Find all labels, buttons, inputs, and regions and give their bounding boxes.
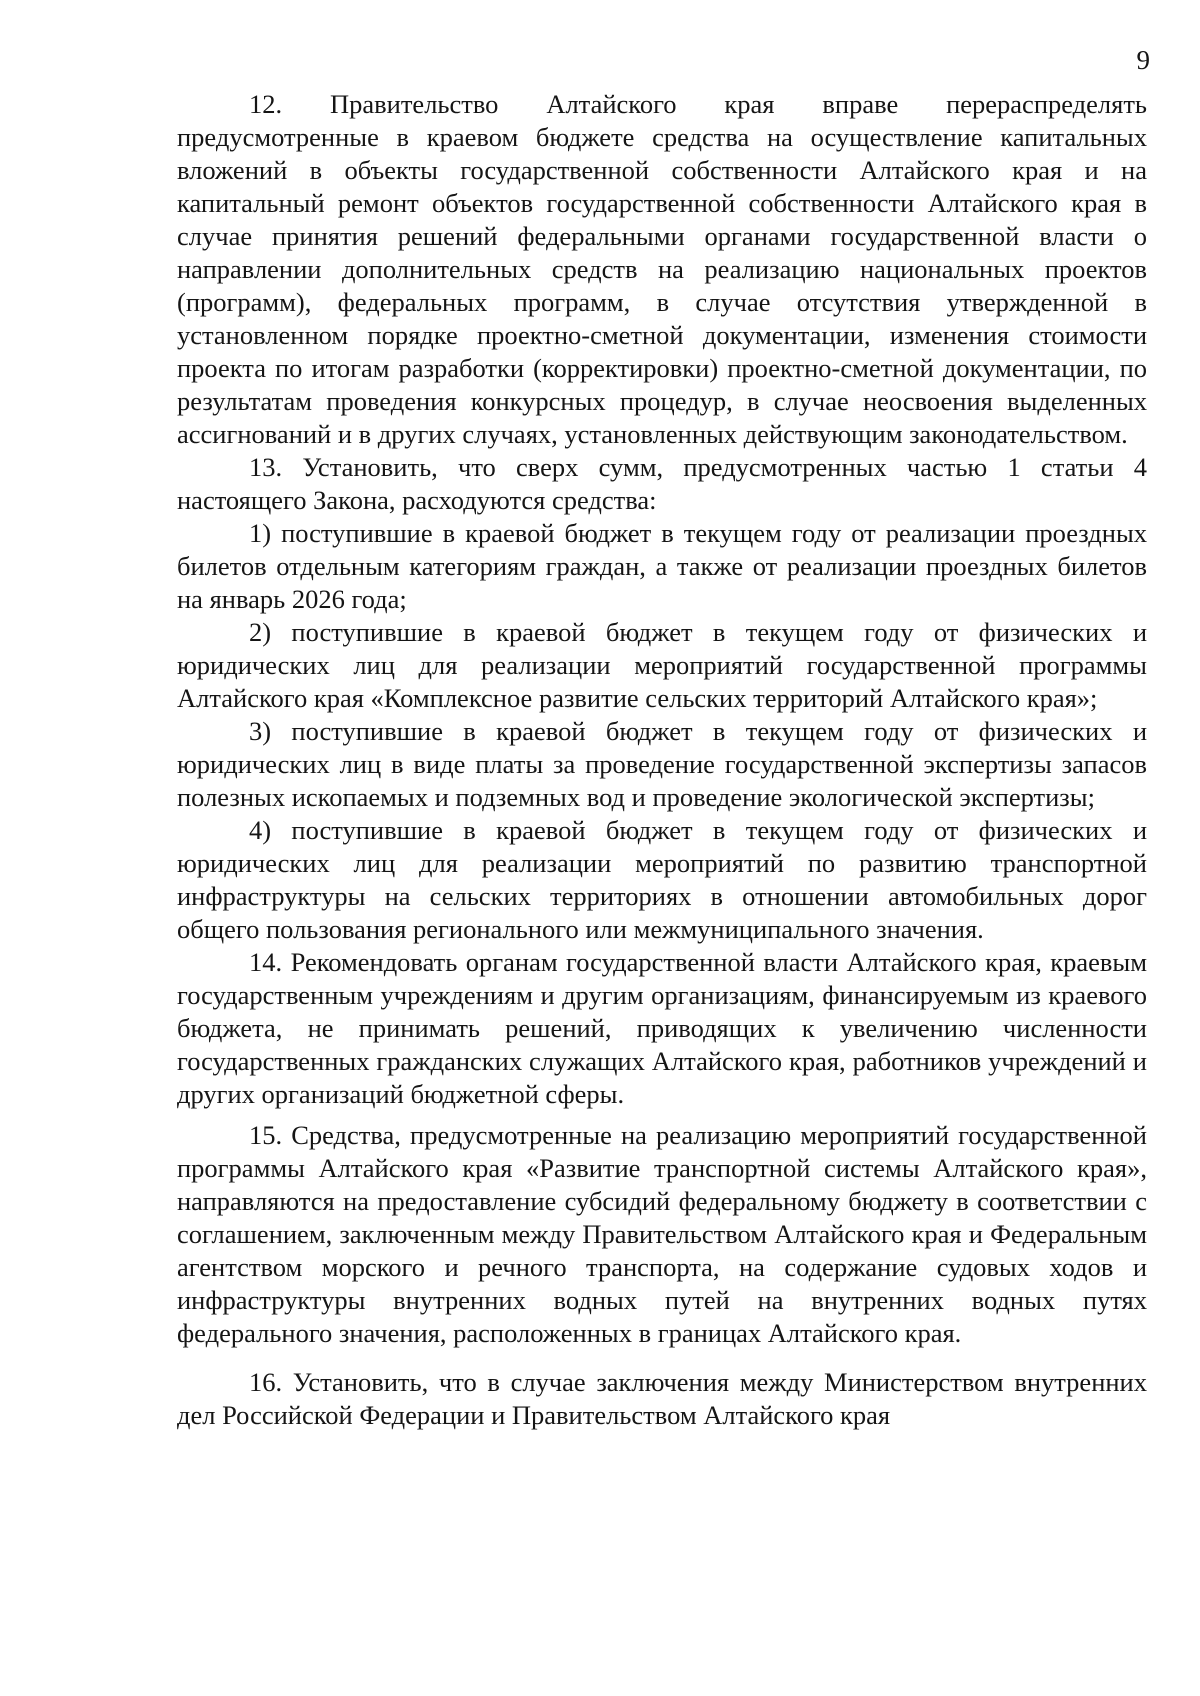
paragraph-13: 13. Установить, что сверх сумм, предусмотренных частью 1 статьи 4 настоящего Закона, расходуются средства: [177,452,1147,515]
document-body [177,88,1147,1432]
paragraph-13-item-1: 1) поступившие в краевой бюджет в текущем году от реализации проездных билетов отдельным категориям граждан, а также от реализации проездных билетов на январь 2026 года; [177,518,1147,614]
paragraph-13-item-2: 2) поступившие в краевой бюджет в текущем году от физических и юридических лиц для реализации мероприятий государственной программы Алтайского края «Комплексное развитие сельских территорий Алтайского края»; [177,617,1147,713]
paragraph-16: 16. Установить, что в случае заключения между Министерством внутренних дел Российской Федерации и Правительством Алтайского края [177,1367,1147,1430]
paragraph-12: 12. Правительство Алтайского края вправе перераспределять предусмотренные в краевом бюджете средства на осуществление капитальных вложений в объекты государственной собственности Алтайского края и на капитальный ремонт объектов государственной собственности Алтайского края в случае принятия решений федеральными органами государственной власти о направлении дополнительных средств на реализацию национальных проектов (программ), федеральных программ, в случае отсутствия утвержденной в установленном порядке проектно-сметной документации, изменения стоимости проекта по итогам разработки (корректировки) проектно-сметной документации, по результатам проведения конкурсных процедур, в случае неосвоения выделенных ассигнований и в других случаях, установленных действующим законодательством. [177,89,1147,449]
paragraph-13-item-4: 4) поступившие в краевой бюджет в текущем году от физических и юридических лиц для реализации мероприятий по развитию транспортной инфраструктуры на сельских территориях в отношении автомобильных дорог общего пользования регионального или межмуниципального значения. [177,815,1147,944]
paragraph-15: 15. Средства, предусмотренные на реализацию мероприятий государственной программы Алтайского края «Развитие транспортной системы Алтайского края», направляются на предоставление субсидий федеральному бюджету в соответствии с соглашением, заключенным между Правительством Алтайского края и Федеральным агентством морского и речного транспорта, на содержание судовых ходов и инфраструктуры внутренних водных путей на внутренних водных путях федерального значения, расположенных в границах Алтайского края. [177,1120,1147,1348]
page-number: 9 [1136,45,1150,75]
paragraph-13-item-3: 3) поступившие в краевой бюджет в текущем году от физических и юридических лиц в виде платы за проведение государственной экспертизы запасов полезных ископаемых и подземных вод и проведение экологической экспертизы; [177,716,1147,812]
paragraph-14: 14. Рекомендовать органам государственной власти Алтайского края, краевым государственным учреждениям и другим организациям, финансируемым из краевого бюджета, не принимать решений, приводящих к увеличению численности государственных гражданских служащих Алтайского края, работников учреждений и других организаций бюджетной сферы. [177,947,1147,1109]
